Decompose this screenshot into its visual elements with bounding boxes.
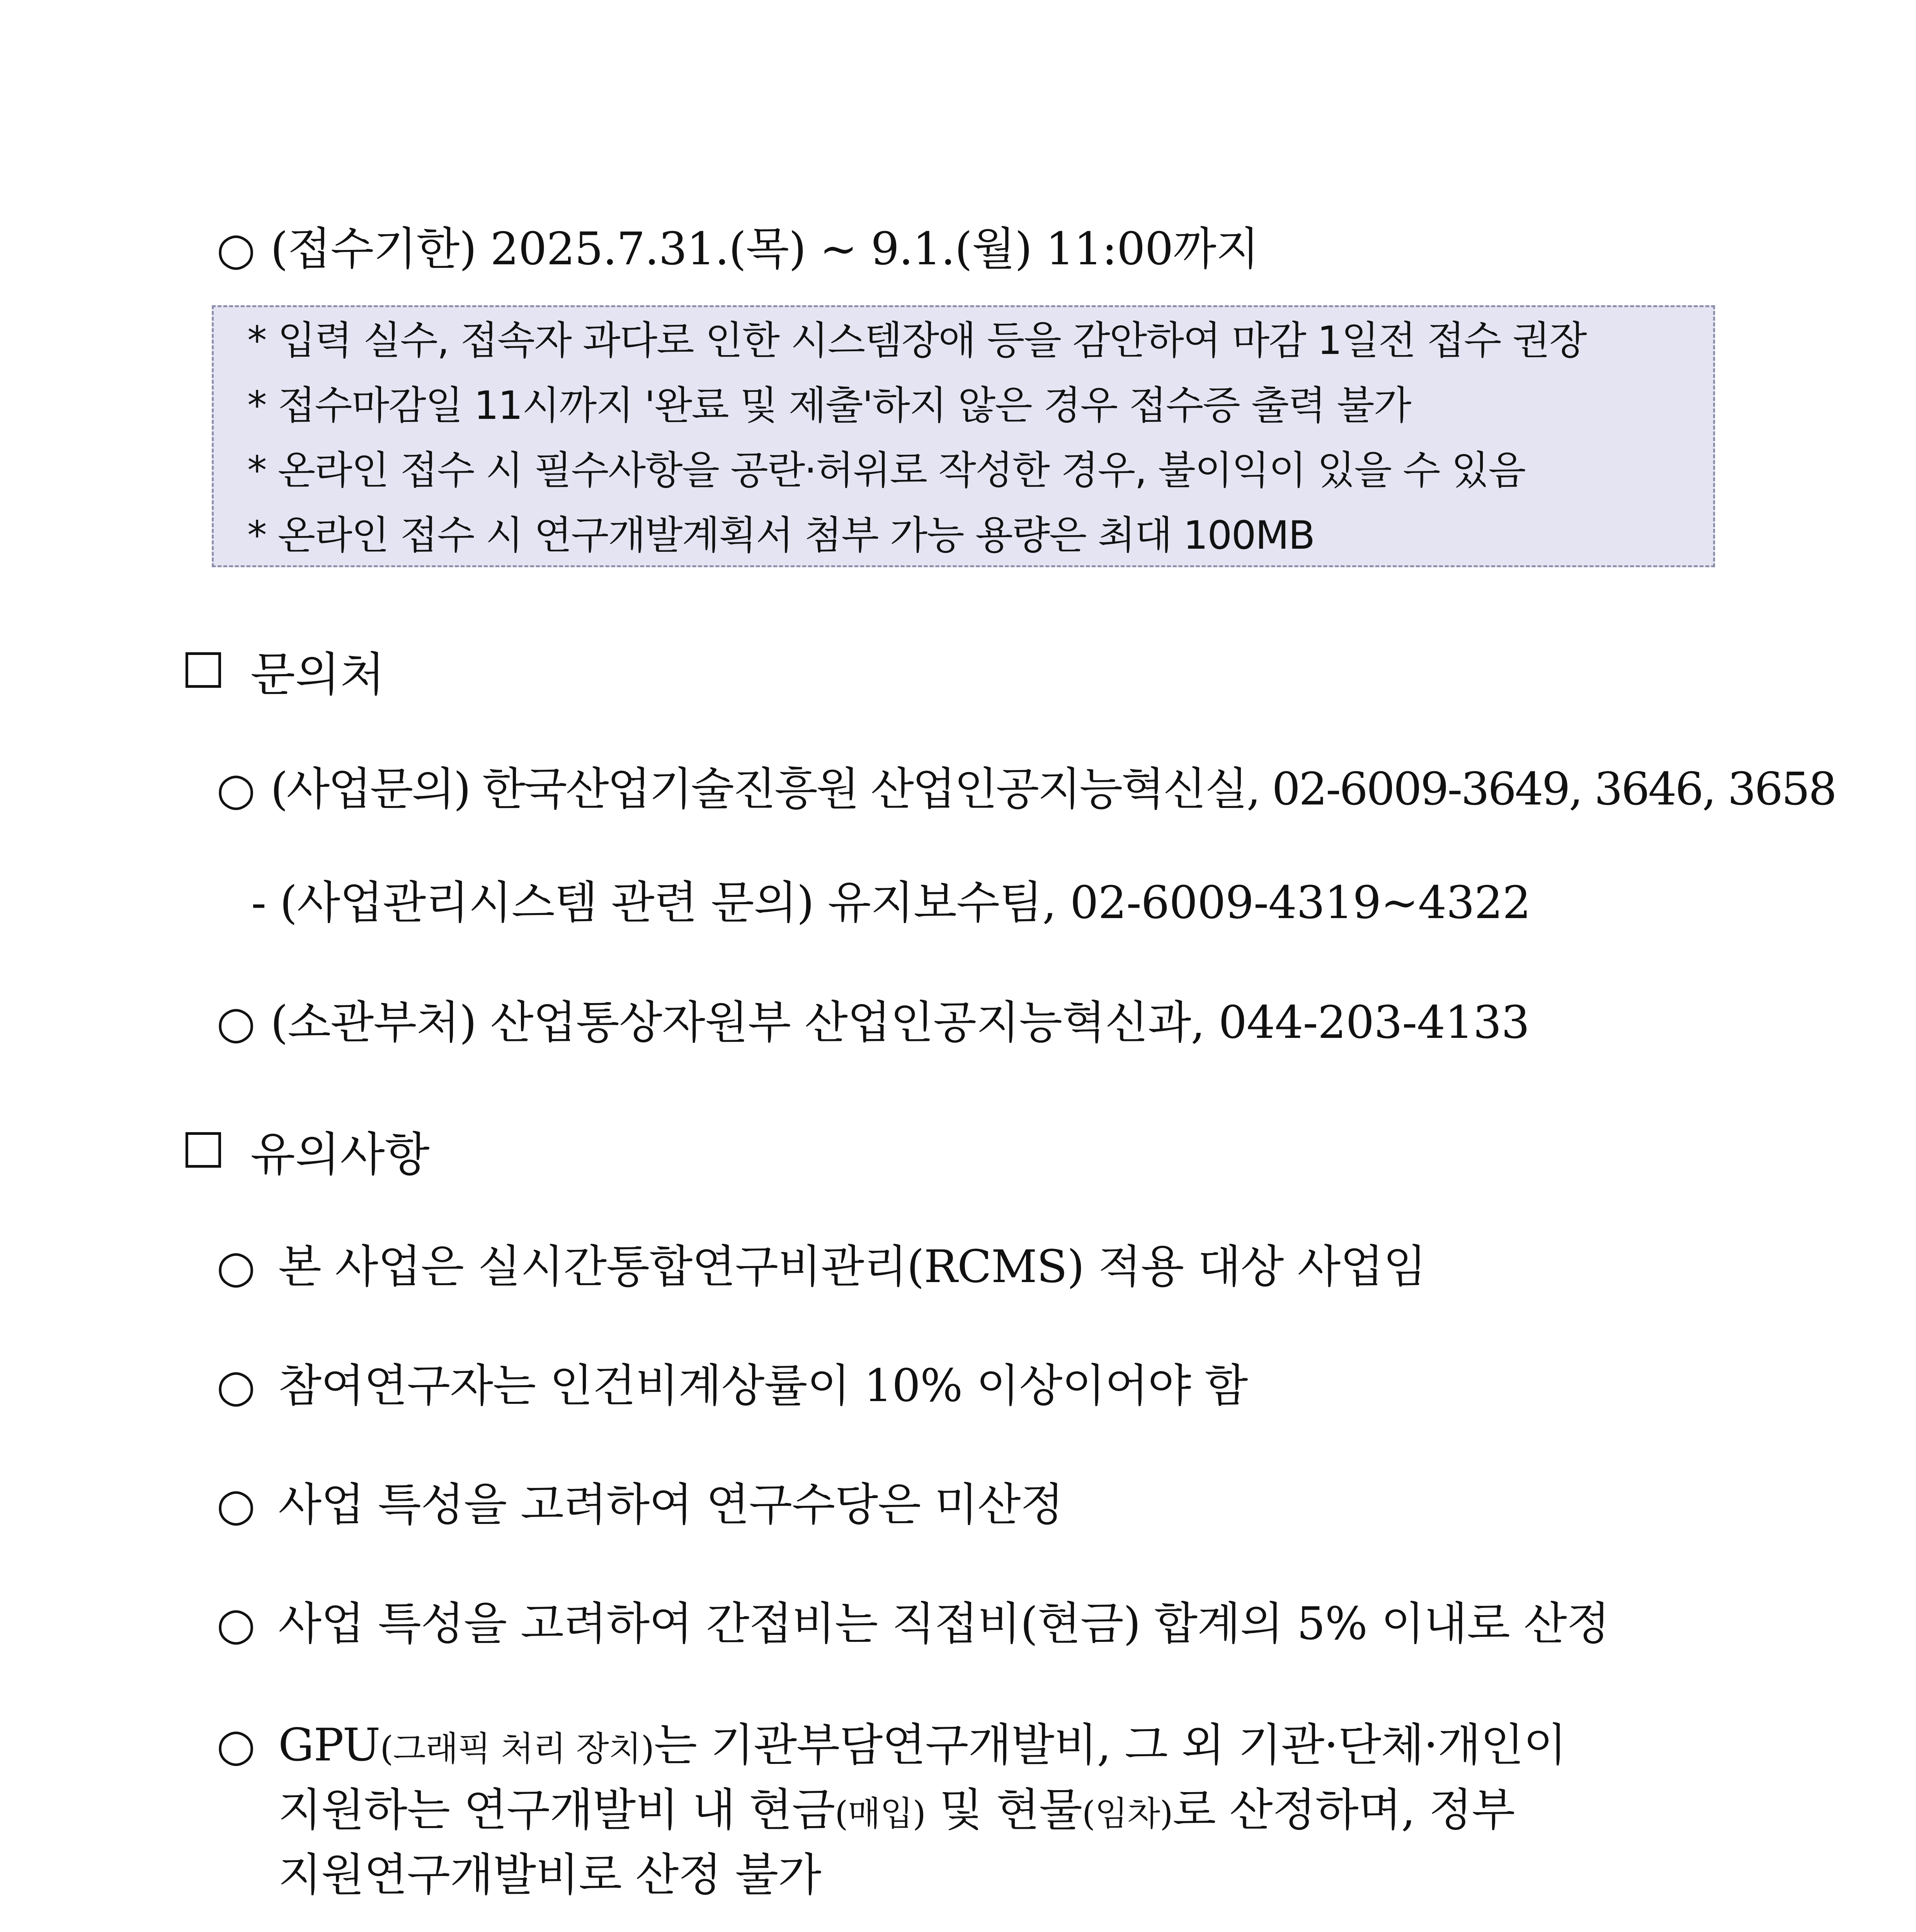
caution-gpu-line-3: 지원연구개발비로 산정 불가 xyxy=(278,1849,821,1901)
gpu-text: GPU xyxy=(278,1719,380,1771)
gpu-paren: (임차) xyxy=(1082,1794,1173,1833)
caution-gpu-line-1 xyxy=(278,1719,1566,1771)
bullet-circle: ○ xyxy=(216,1479,255,1531)
cautions-heading: 유의사항 xyxy=(250,1128,430,1182)
contact-ministry: (소관부처) 산업통상자원부 산업인공지능혁신과, 044-203-4133 xyxy=(271,997,1530,1049)
section-checkbox-icon xyxy=(185,1132,221,1168)
caution-allowance: 사업 특성을 고려하여 연구수당은 미산정 xyxy=(278,1479,1063,1531)
bullet-circle: ○ xyxy=(216,1719,255,1771)
gpu-text: 지원하는 연구개발비 내 현금 xyxy=(278,1784,835,1836)
note-line-3: * 온라인 접수 시 필수사항을 공란·허위로 작성한 경우, 불이익이 있을 수 있음 xyxy=(247,447,1525,493)
bullet-circle: ○ xyxy=(216,1598,255,1650)
bullet-circle: ○ xyxy=(216,763,255,815)
bullet-circle: ○ xyxy=(216,1241,255,1293)
section-checkbox-icon xyxy=(185,652,221,688)
caution-rate: 참여연구자는 인건비계상률이 10% 이상이어야 함 xyxy=(278,1360,1248,1412)
contact-heading: 문의처 xyxy=(250,648,385,702)
note-line-4: * 온라인 접수 시 연구개발계획서 첨부 가능 용량은 최대 100MB xyxy=(247,512,1315,558)
note-line-2: * 접수마감일 11시까지 '완료 및 제출'하지 않은 경우 접수증 출력 불가 xyxy=(247,383,1411,428)
bullet-circle: ○ xyxy=(216,223,255,275)
caution-indirect: 사업 특성을 고려하여 간접비는 직접비(현금) 합계의 5% 이내로 산정 xyxy=(278,1598,1610,1650)
gpu-text: 및 현물 xyxy=(925,1784,1082,1836)
note-line-1: * 입력 실수, 접속자 과다로 인한 시스템장애 등을 감안하여 마감 1일전 접수 권장 xyxy=(247,318,1586,363)
contact-system: - (사업관리시스템 관련 문의) 유지보수팀, 02-6009-4319~4322 xyxy=(251,877,1531,929)
gpu-text: 는 기관부담연구개발비, 그 외 기관·단체·개인이 xyxy=(654,1719,1567,1771)
gpu-text: 로 산정하며, 정부 xyxy=(1172,1784,1515,1836)
contact-business: (사업문의) 한국산업기술진흥원 산업인공지능혁신실, 02-6009-3649, 3646, 3658 xyxy=(271,763,1836,815)
bullet-circle: ○ xyxy=(216,997,255,1049)
deadline-text: (접수기한) 2025.7.31.(목) ~ 9.1.(월) 11:00까지 xyxy=(271,223,1259,275)
caution-rcms: 본 사업은 실시간통합연구비관리(RCMS) 적용 대상 사업임 xyxy=(278,1241,1426,1293)
caution-gpu-line-2 xyxy=(278,1784,1515,1836)
gpu-paren: (매입) xyxy=(835,1794,926,1833)
bullet-circle: ○ xyxy=(216,1360,255,1412)
gpu-paren: (그래픽 처리 장치) xyxy=(380,1729,654,1769)
